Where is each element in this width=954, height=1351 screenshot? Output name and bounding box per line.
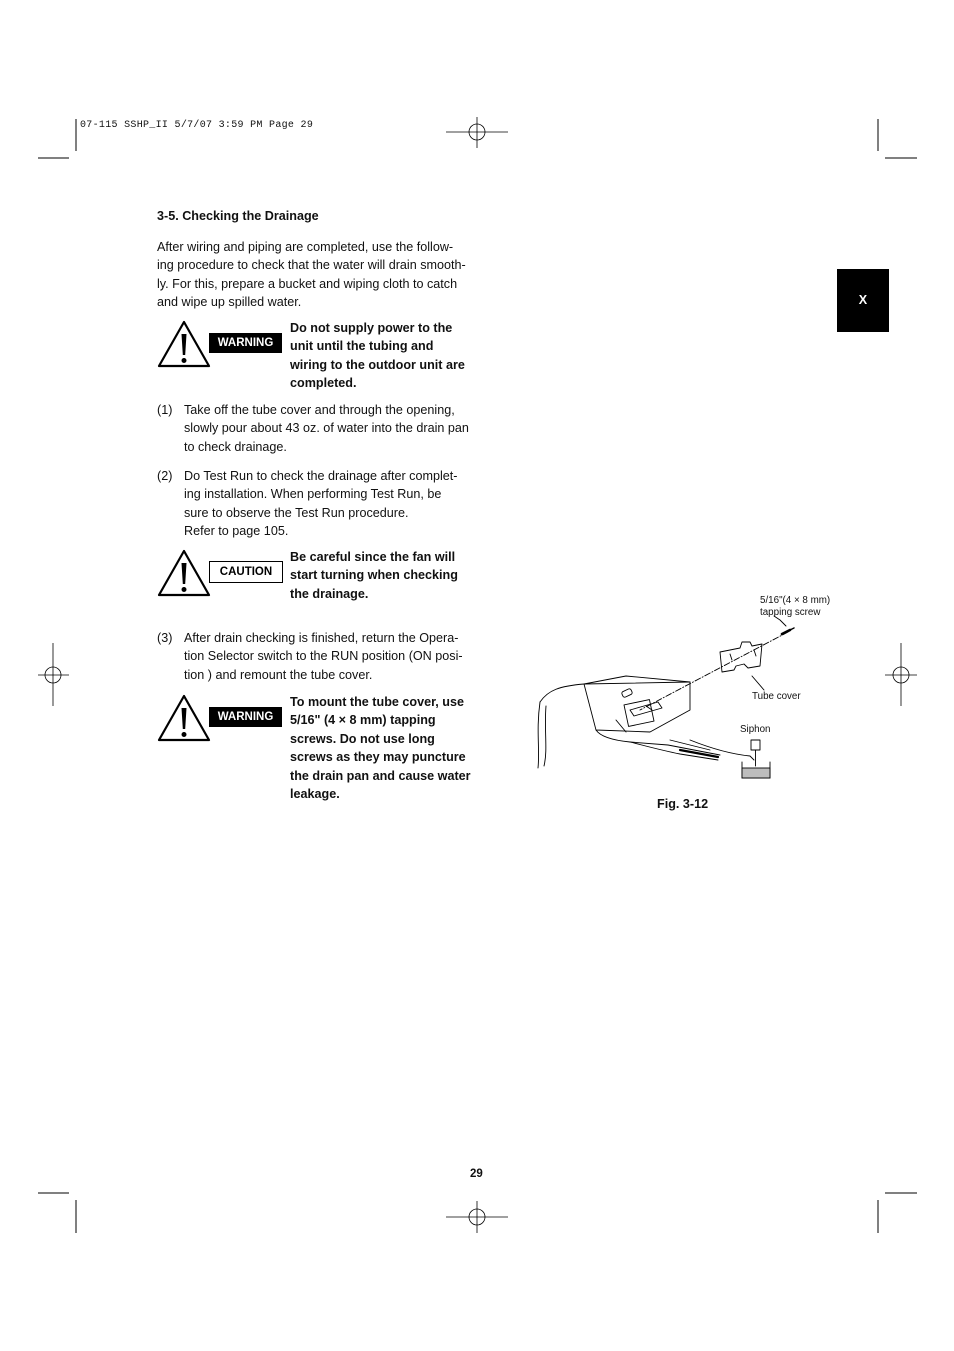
print-slug-line: 07-115 SSHP_II 5/7/07 3:59 PM Page 29: [80, 120, 314, 131]
warning-label: WARNING: [209, 333, 282, 353]
caution-text: Be careful since the fan will start turning when checking the drainage.: [290, 550, 458, 601]
intro-paragraph: After wiring and piping are completed, use the follow- ing procedure to check that the water will drain smooth- ly. For this, prepare a bucket and wiping cloth to catch and wipe up spilled water.: [157, 240, 466, 310]
step-text: After drain checking is finished, return the Opera- tion Selector switch to the RUN position (ON posi- tion ) and remount the tube cover.: [184, 631, 463, 682]
section-tab: X: [837, 269, 889, 332]
caution-label: CAUTION: [209, 561, 283, 583]
warning-text: To mount the tube cover, use 5/16" (4 × 8 mm) tapping screws. Do not use long screws as they may puncture the drain pan and cause water leakage.: [290, 695, 471, 802]
warning-label: WARNING: [209, 707, 282, 727]
warning-text: Do not supply power to the unit until the tubing and wiring to the outdoor unit are completed.: [290, 321, 465, 391]
step-text: Do Test Run to check the drainage after complet- ing installation. When performing Test Run, be sure to observe the Test Run procedure. Refer to page 105.: [184, 469, 458, 539]
warning-triangle-icon: [157, 320, 211, 368]
step-number: (2): [157, 469, 173, 483]
registration-target-top: [446, 117, 508, 148]
section-heading: 3-5. Checking the Drainage: [157, 209, 319, 223]
step-number: (3): [157, 631, 173, 645]
registration-target-right: [885, 643, 917, 706]
page-number: 29: [470, 1168, 483, 1180]
caution-triangle-icon: [157, 549, 211, 597]
siphon-callout: Siphon: [740, 724, 771, 735]
tube-cover-callout: Tube cover: [752, 691, 801, 702]
registration-target-bottom: [446, 1201, 508, 1233]
warning-triangle-icon: [157, 694, 211, 742]
registration-target-left: [38, 643, 69, 706]
step-number: (1): [157, 403, 173, 417]
figure-caption: Fig. 3-12: [657, 797, 709, 811]
step-text: Take off the tube cover and through the opening, slowly pour about 43 oz. of water into the drain pan to check drainage.: [184, 403, 469, 454]
screw-callout: 5/16"(4 × 8 mm) tapping screw: [760, 595, 831, 618]
drain-check-illustration: [530, 590, 860, 790]
